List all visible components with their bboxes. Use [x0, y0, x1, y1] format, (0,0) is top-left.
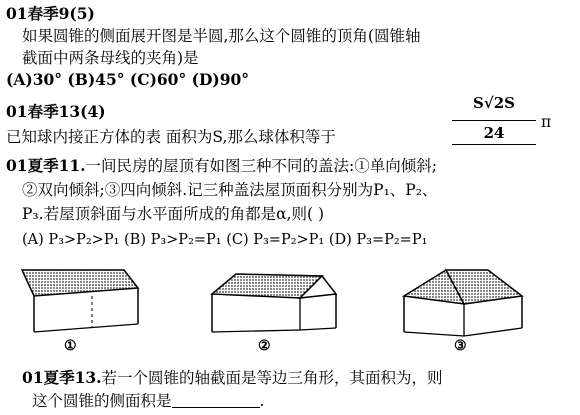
- q3-tag: 01夏季11.: [6, 156, 86, 175]
- q3-line1: 一间民房的屋顶有如图三种不同的盖法:①单向倾斜;: [85, 157, 437, 175]
- q3-line3: P₃.若屋顶斜面与水平面所成的角都是α,则( ): [22, 205, 324, 223]
- q2-tag: 01春季13(4): [6, 102, 106, 121]
- house-label-1: ①: [64, 338, 77, 354]
- house-label-2: ②: [258, 338, 271, 354]
- q1-tag: 01春季9(5): [6, 4, 95, 23]
- q4-tag: 01夏季13.: [22, 368, 102, 387]
- q3-options: (A) P₃>P₂>P₁ (B) P₃>P₂=P₁ (C) P₃=P₂>P₁ (D) P₃=P₂=P₁: [22, 232, 428, 248]
- q4-line1: 若一个圆锥的轴截面是等边三角形，其面积为，则: [101, 369, 443, 387]
- house-figure-2: [210, 270, 340, 336]
- q4-end: .: [259, 392, 265, 410]
- q1-line1: 如果圆锥的侧面展开图是半圆,那么这个圆锥的顶角(圆锥轴: [22, 27, 421, 45]
- q1-options: (A)30° (B)45° (C)60° (D)90°: [6, 70, 250, 89]
- q3-line1-row: [6, 156, 437, 176]
- q2-frac-numerator: S√2S: [473, 94, 515, 112]
- q2-text: 已知球内接正方体的表 面积为S,那么球体积等于: [6, 128, 336, 146]
- house-label-3: ③: [454, 338, 467, 354]
- q3-line2: ②双向倾斜;③四向倾斜.记三种盖法屋顶面积分别为P₁、P₂、: [22, 181, 438, 199]
- q4-line2: 这个圆锥的侧面积是: [32, 392, 172, 410]
- q2-frac-denominator: 24: [483, 124, 505, 142]
- q4-answer-blank[interactable]: [172, 393, 260, 408]
- house-figure-3: [402, 266, 532, 338]
- q2-answer-underline: [452, 144, 536, 145]
- q1-line2: 截面中两条母线的夹角)是: [22, 49, 199, 67]
- q4-line1-row: [22, 368, 443, 388]
- q4-line2-row: [32, 391, 264, 411]
- q2-pi: π: [541, 113, 552, 131]
- house-figure-1: [20, 266, 150, 334]
- q2-frac-bar: [452, 120, 536, 121]
